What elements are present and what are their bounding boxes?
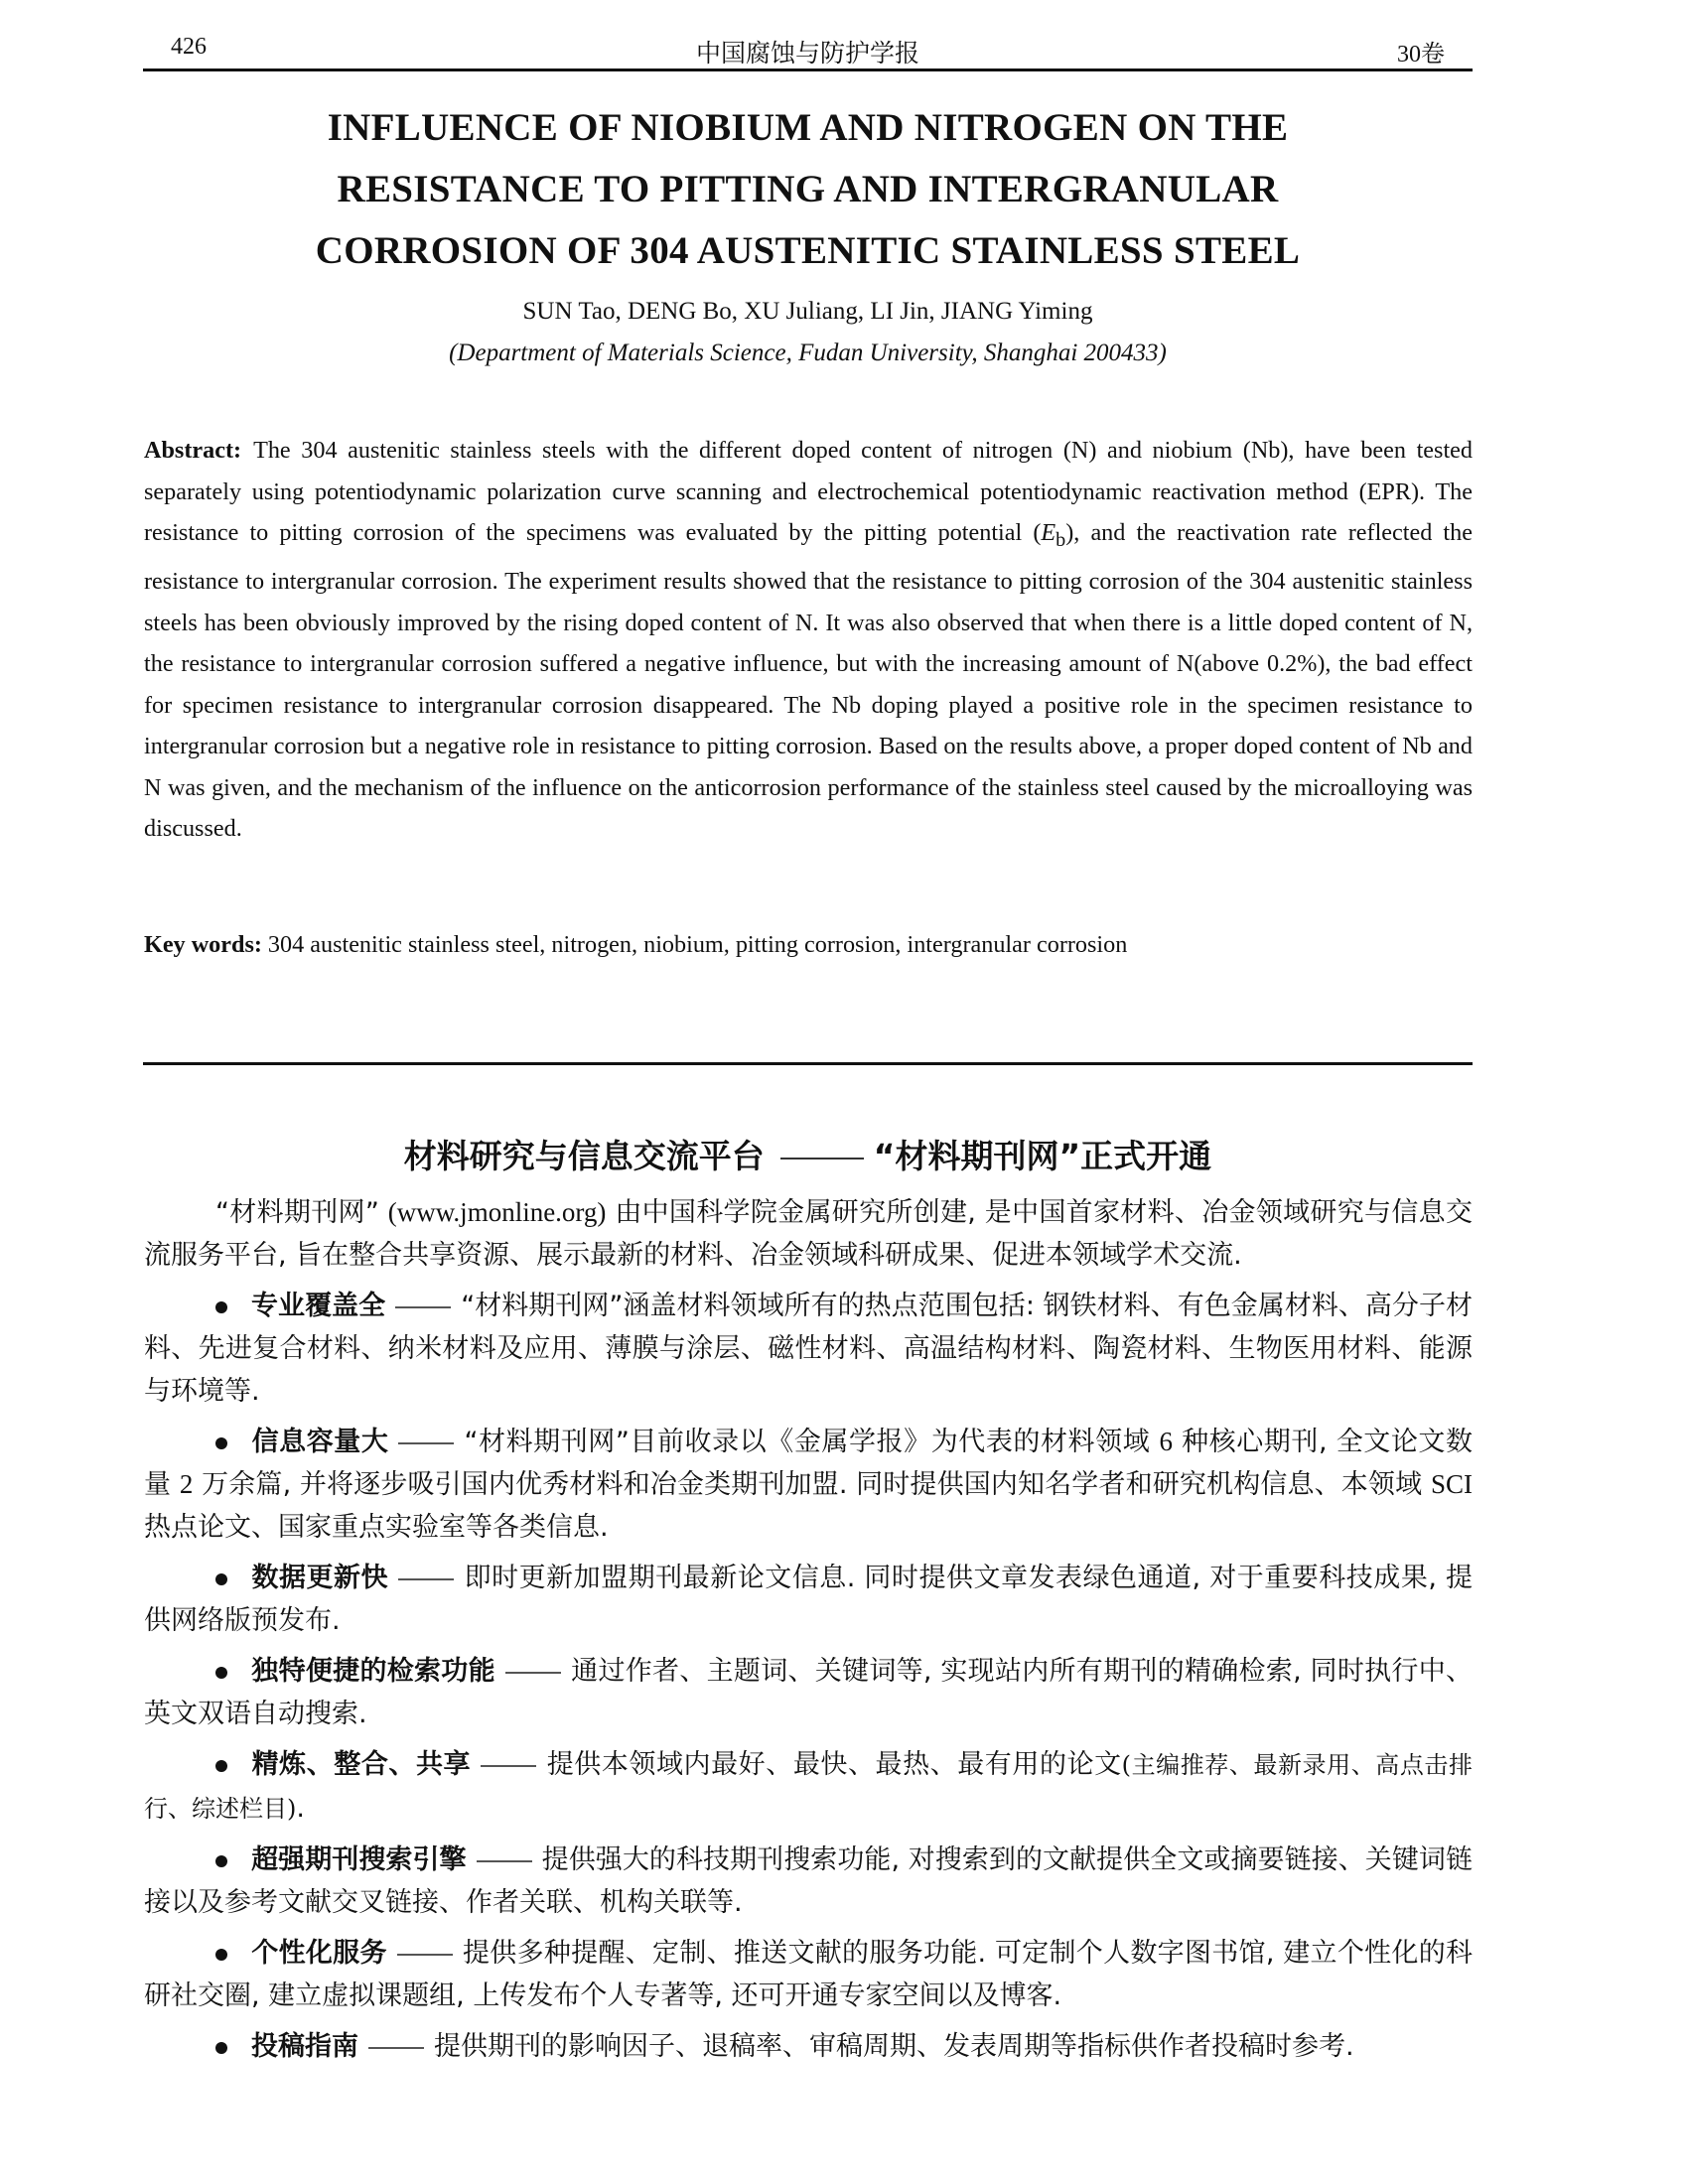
em-dash — [395, 1306, 451, 1308]
bullet-text: 提供本领域内最好、最快、最热、最有用的论文 — [546, 1749, 1122, 1780]
bullet-end: . — [296, 1793, 305, 1824]
bullet-icon — [215, 1437, 227, 1449]
em-dash — [398, 1442, 454, 1444]
bullet-text: “材料期刊网”涵盖材料领域所有的热点范围包括: 钢铁材料、有色金属材料、高分子材料、先进复合材料、纳米材料及应用、薄膜与涂层、磁性材料、高温结构材料、陶瓷材料、生物医用材料、能源与环境等. — [144, 1291, 1474, 1407]
bullet-text: 种核心期刊, 全文论文数量 — [144, 1427, 1473, 1500]
bullet-label: 超强期刊搜索引擎 — [251, 1844, 467, 1875]
bullet-item — [144, 1743, 1473, 1831]
journal-count: 6 — [1159, 1427, 1173, 1456]
bullet-item — [144, 1932, 1473, 2017]
bullet-icon — [215, 1855, 227, 1867]
bullet-text: 热点论文、国家重点实验室等各类信息. — [144, 1512, 609, 1543]
site-name: “材料期刊网” — [215, 1197, 379, 1228]
abstract — [144, 430, 1473, 850]
bullet-icon — [215, 1301, 227, 1313]
section-divider — [143, 1062, 1473, 1065]
bullet-icon — [215, 1760, 227, 1772]
keywords — [144, 924, 1473, 966]
bullet-label: 数据更新快 — [251, 1563, 389, 1593]
em-dash — [481, 1765, 536, 1767]
running-header — [143, 34, 1473, 69]
keywords-label: Key words: — [144, 931, 262, 958]
bullet-icon — [215, 1573, 227, 1585]
bullet-text: 万余篇, 并将逐步吸引国内优秀材料和冶金类期刊加盟. 同时提供国内知名学者和研究机构信息、本领域 — [202, 1469, 1423, 1500]
bullet-text: 提供期刊的影响因子、退稿率、审稿周期、发表周期等指标供作者投稿时参考. — [434, 2031, 1354, 2062]
bullet-label: 专业覆盖全 — [251, 1291, 386, 1321]
bullet-icon — [215, 1667, 227, 1679]
em-dash — [397, 1954, 453, 1956]
header-rule — [143, 68, 1473, 71]
em-dash — [398, 1578, 454, 1580]
bullet-item — [144, 1650, 1473, 1735]
keywords-text: 304 austenitic stainless steel, nitrogen, niobium, pitting corrosion, intergranular corrosion — [267, 931, 1128, 958]
intro-text: 由中国科学院金属研究所创建, 是中国首家材料、冶金领域研究与信息交流服务平台, 旨在整合共享资源、展示最新的材料、冶金领域科研成果、促进本领域学术交流. — [144, 1197, 1473, 1271]
page-number: 426 — [171, 34, 207, 60]
authors: SUN Tao, DENG Bo, XU Juliang, LI Jin, JIANG Yiming — [522, 298, 1093, 325]
abstract-text-cont: ), and the reactivation rate reflected the resistance to intergranular corrosion. The experiment results showed that the resistance to pitting corrosion of the 304 austenitic stainless steels has been obviously improved by the rising doped content of N. It was also observed that when there is a little doped content of N, the resistance to intergranular corrosion suffered a negative influence, but with the increasing amount of N(above 0.2%), the bad effect for specimen resistance to intergranular corrosion disappeared. The Nb doping played a positive role in the specimen resistance to intergranular corrosion but a negative role in resistance to pitting corrosion. Based on the results above, a proper doped content of Nb and N was given, and the mechanism of the influence on the anticorrosion performance of the stainless steel caused by the microalloying was discussed. — [144, 519, 1473, 843]
bullet-icon — [215, 2042, 227, 2054]
em-dash — [477, 1860, 532, 1862]
abstract-label: Abstract: — [144, 437, 242, 464]
announcement-title-left: 材料研究与信息交流平台 — [403, 1137, 765, 1175]
bullet-item — [144, 1421, 1473, 1549]
bullet-item — [144, 2025, 1473, 2068]
announcement-title — [143, 1131, 1473, 1177]
bullet-parenthetical: (主编推荐、最新录用、高点击排行、综述栏目) — [144, 1751, 1473, 1823]
bullet-item — [144, 1839, 1473, 1924]
bullet-text: 提供多种提醒、定制、推送文献的服务功能. 可定制个人数字图书馆, 建立个性化的科研社交圈, 建立虚拟课题组, 上传发布个人专著等, 还可开通专家空间以及博客. — [144, 1938, 1473, 2011]
bullet-label: 独特便捷的检索功能 — [251, 1656, 495, 1687]
bullet-item — [144, 1285, 1473, 1413]
title-line: RESISTANCE TO PITTING AND INTERGRANULAR — [337, 168, 1279, 210]
bullet-text: 通过作者、主题词、关键词等, 实现站内所有期刊的精确检索, 同时执行中、英文双语自动搜索. — [144, 1656, 1473, 1729]
bullet-label: 精炼、整合、共享 — [251, 1749, 472, 1780]
bullet-item — [144, 1557, 1473, 1642]
title-line: INFLUENCE OF NIOBIUM AND NITROGEN ON THE — [327, 106, 1289, 149]
announcement-body — [144, 1191, 1473, 2076]
bullet-label: 投稿指南 — [251, 2031, 358, 2062]
bullet-text: “材料期刊网”目前收录以《金属学报》为代表的材料领域 — [464, 1427, 1151, 1457]
announcement-title-right: “材料期刊网”正式开通 — [873, 1137, 1212, 1175]
volume-label: 30卷 — [1397, 42, 1445, 68]
em-dash — [368, 2047, 424, 2049]
abstract-text: The 304 austenitic stainless steels with the different doped content of nitrogen (N) and niobium (Nb), have been tested separately using potentiodynamic polarization curve scanning and electrochemical potentiodynamic reactivation method (EPR). The resistance to pitting corrosion of the specimens was evaluated by the pitting potential ( — [144, 437, 1473, 546]
bullet-label: 个性化服务 — [251, 1938, 387, 1969]
journal-name: 中国腐蚀与防护学报 — [695, 39, 919, 68]
pitting-potential-subscript: b — [1055, 528, 1066, 551]
intro-paragraph — [144, 1191, 1473, 1277]
paper-count: 2 — [179, 1469, 194, 1499]
sci-label: SCI — [1430, 1469, 1473, 1499]
paper-title — [143, 97, 1473, 282]
em-dash — [780, 1158, 864, 1160]
pitting-potential-symbol: E — [1041, 519, 1056, 546]
bullet-text: 即时更新加盟期刊最新论文信息. 同时提供文章发表绿色通道, 对于重要科技成果, 提供网络版预发布. — [144, 1563, 1474, 1636]
bullet-text: 提供强大的科技期刊搜索功能, 对搜索到的文献提供全文或摘要链接、关键词链接以及参考文献交叉链接、作者关联、机构关联等. — [144, 1844, 1473, 1918]
affiliation: (Department of Materials Science, Fudan University, Shanghai 200433) — [449, 340, 1167, 366]
site-url[interactable]: (www.jmonline.org) — [387, 1197, 607, 1227]
bullet-icon — [215, 1949, 227, 1961]
title-line: CORROSION OF 304 AUSTENITIC STAINLESS STEEL — [315, 229, 1301, 272]
bullet-label: 信息容量大 — [251, 1427, 389, 1457]
em-dash — [505, 1672, 561, 1674]
